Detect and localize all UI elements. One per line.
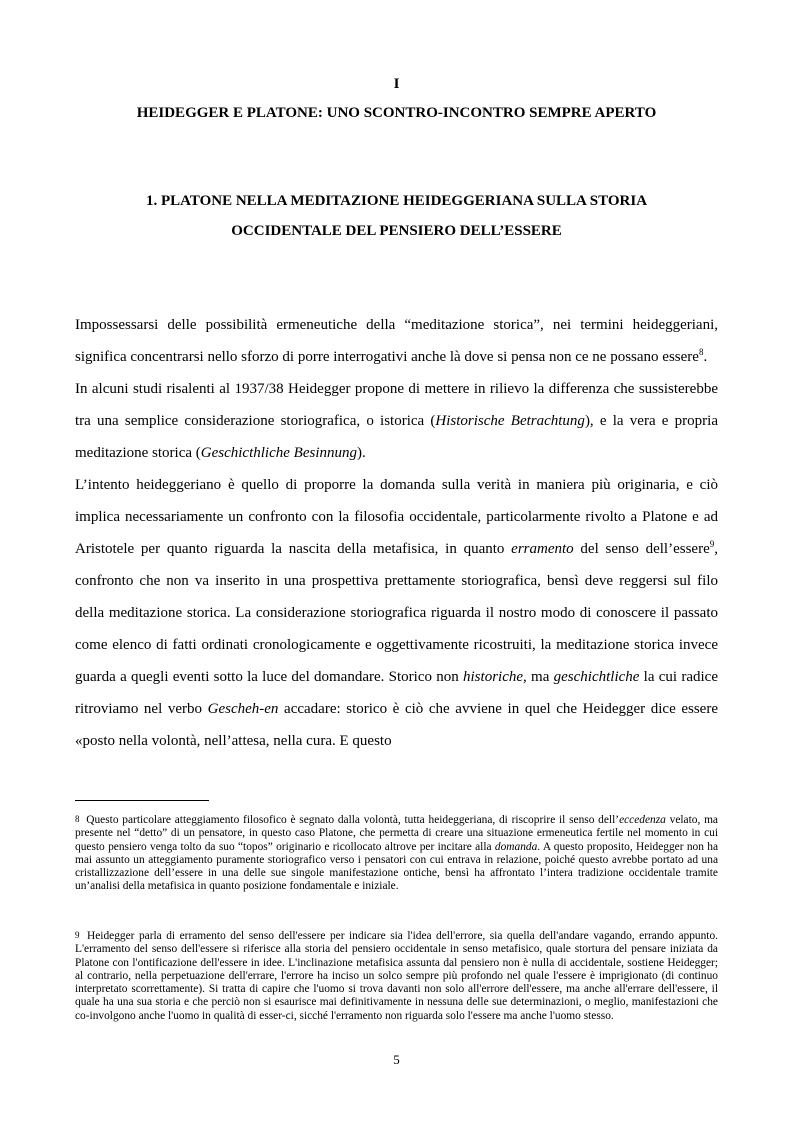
- footnote-8: $^8$ Questo particolare atteggiamento filosofico è segnato dalla volontà, tutta heideggeriana, di riscoprire il senso dell’eccedenza velato, ma presente nel “detto” di un pensatore, in questo caso Platone, che permetta di creare una situazione ermeneutica fertile nel momento in cui questo pensiero venga tolto da suo “topos” originario e ricollocato altrove per incitare alla domanda. A questo proposito, Heidegger non ha mai assunto un atteggiamento puramente storiografico verso i pensatori con cui entrava in relazione, poiché questo avrebbe portato ad una cristallizzazione dell’essere in una delle sue singole manifestazione ontiche, bensì ha affrontato l’intera tradizione occidentale tramite un’analisi della metafisica in quanto posizione fondamentale e iniziale.: [75, 814, 719, 893]
- footnote-9: $^9$ Heidegger parla di erramento del senso dell'essere per indicare sia l'idea dell'errore, sia quella dell'andare vagando, errando appunto. L'erramento del senso dell'essere si riferisce alla storia del pensiero occidentale in senso metafisico, quale stortura del pensare iniziata da Platone con l'ontificazione dell'essere in idee. L'inclinazione metafisica assunta dal pensiero non è nulla di accidentale, sostiene Heidegger; al contrario, nella perpetuazione dell'errare, l'errore ha inciso un solco sempre più profondo nel quale l'essere è imprigionato (di continuo interpretato scorrettamente). Si tratta di capire che l'uomo si trova davanti non solo all'errore dell'essere, ma anche all'errare dell'essere, il quale ha una sua storia e che perciò non si esaurisce mai definitivamente in nessuna delle sue determinazioni, o meglio, manifestazioni che co-involgono anche l'uomo in qualità di esser-ci, sicché l'erramento non riguarda solo l'essere ma anche l'uomo stesso.: [75, 930, 718, 1022]
- section-title-line-1: 1. PLATONE NELLA MEDITAZIONE HEIDEGGERIANA SULLA STORIA: [145, 193, 648, 209]
- footnote-number: 8: [75, 814, 80, 824]
- paragraph-2: In alcuni studi risalenti al 1937/38 Heidegger propone di mettere in rilievo la differenza che sussisterebbe tra una semplice considerazione storiografica, o istorica (Historische Betrachtung), e la vera e propria meditazione storica (Geschicthliche Besinnung).: [75, 381, 718, 461]
- footnote-ref-9[interactable]: 9: [709, 539, 715, 549]
- chapter-title: HEIDEGGER E PLATONE: UNO SCONTRO-INCONTRO SEMPRE APERTO: [136, 105, 657, 121]
- chapter-number: I: [393, 76, 400, 92]
- footnote-separator: [75, 800, 209, 801]
- page-number: 5: [393, 1052, 400, 1067]
- body-text: [75, 309, 718, 757]
- section-title-line-2: OCCIDENTALE DEL PENSIERO DELL’ESSERE: [231, 223, 562, 239]
- footnote-ref-8[interactable]: 8: [698, 347, 704, 357]
- paragraph-3: L’intento heideggeriano è quello di proporre la domanda sulla verità in maniera più originaria, e ciò implica necessariamente un confronto con la filosofia occidentale, particolarmente rivolto a Platone e ad Aristotele per quanto riguarda la nascita della metafisica, in quanto erramento del senso dell’essere$^9$, confronto che non va inserito in una prospettiva prettamente storiografica, bensì deve reggersi sul filo della meditazione storica. La considerazione storiografica riguarda il nostro modo di conoscere il passato come elenco di fatti ordinati cronologicamente e oggettivamente ricostruiti, la meditazione storica invece guarda a quegli eventi sotto la luce del domandare. Storico non historiche, ma geschichtliche la cui radice ritroviamo nel verbo Gescheh-en accadare: storico è ciò che avviene in quel che Heidegger dice essere «posto nella volontà, nell’attesa, nella cura. E questo: [75, 477, 718, 749]
- paragraph-1: Impossessarsi delle possibilità ermeneutiche della “meditazione storica”, nei termini heideggeriani, significa concentrarsi nello sforzo di porre interrogativi anche là dove si pensa non ce ne possano essere$^8$.: [75, 317, 718, 365]
- footnote-number: 9: [75, 930, 80, 940]
